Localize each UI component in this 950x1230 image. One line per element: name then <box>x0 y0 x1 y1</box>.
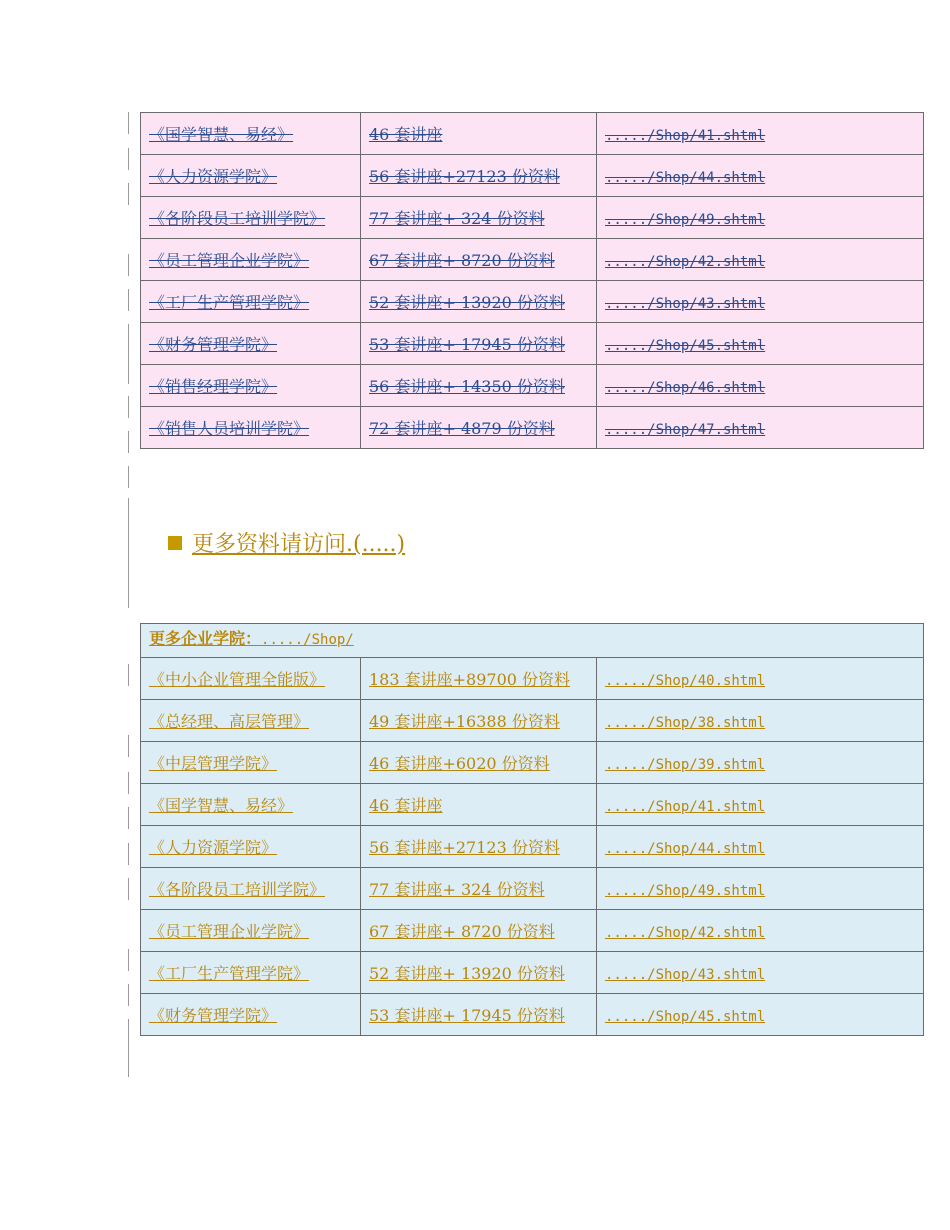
table-row <box>141 281 924 323</box>
margin-mark <box>128 498 129 608</box>
shop-url-cell <box>597 994 924 1036</box>
resource-count-link[interactable]: 77 套讲座+ 324 份资料 <box>369 880 545 899</box>
academy-name-link[interactable]: 《财务管理学院》 <box>149 1006 278 1025</box>
margin-mark <box>128 254 129 276</box>
shop-url-link[interactable]: ...../Shop/49.shtml <box>605 883 766 899</box>
resource-count-cell <box>361 155 597 197</box>
resource-count-cell <box>361 868 597 910</box>
resource-count-cell <box>361 952 597 994</box>
academy-name-cell <box>141 155 361 197</box>
academy-name-cell <box>141 281 361 323</box>
margin-mark <box>128 735 129 757</box>
academy-name-link[interactable]: 《财务管理学院》 <box>149 335 278 354</box>
shop-url-cell <box>597 407 924 449</box>
table-row <box>141 239 924 281</box>
more-academies-link[interactable]: ...../Shop/ <box>261 632 354 648</box>
academy-name-cell <box>141 910 361 952</box>
resource-count-link[interactable]: 183 套讲座+89700 份资料 <box>369 670 571 689</box>
resource-count-cell <box>361 323 597 365</box>
shop-url-link[interactable]: ...../Shop/41.shtml <box>605 128 766 144</box>
table-header-row <box>141 624 924 658</box>
shop-url-cell <box>597 658 924 700</box>
more-resources-link[interactable]: 更多资料请访问.(.....) <box>192 532 406 557</box>
academy-name-cell <box>141 197 361 239</box>
academy-name-cell <box>141 239 361 281</box>
academy-name-cell <box>141 365 361 407</box>
margin-mark <box>128 324 129 384</box>
resource-count-link[interactable]: 56 套讲座+ 14350 份资料 <box>369 377 565 396</box>
resource-count-cell <box>361 742 597 784</box>
resource-count-cell <box>361 826 597 868</box>
academy-name-cell <box>141 658 361 700</box>
shop-url-link[interactable]: ...../Shop/42.shtml <box>605 254 766 270</box>
shop-url-cell <box>597 197 924 239</box>
resource-count-link[interactable]: 56 套讲座+27123 份资料 <box>369 838 560 857</box>
table-row <box>141 742 924 784</box>
table-row <box>141 910 924 952</box>
shop-url-cell <box>597 365 924 407</box>
more-academies-label: 更多企业学院： <box>149 629 262 648</box>
shop-url-link[interactable]: ...../Shop/41.shtml <box>605 799 766 815</box>
table-row <box>141 113 924 155</box>
academy-name-cell <box>141 742 361 784</box>
shop-url-link[interactable]: ...../Shop/43.shtml <box>605 296 766 312</box>
square-icon <box>168 536 182 550</box>
shop-url-link[interactable]: ...../Shop/44.shtml <box>605 170 766 186</box>
resource-count-cell <box>361 113 597 155</box>
resource-count-link[interactable]: 49 套讲座+16388 份资料 <box>369 712 560 731</box>
resource-count-link[interactable]: 46 套讲座+6020 份资料 <box>369 754 550 773</box>
table-row <box>141 658 924 700</box>
academy-name-cell <box>141 323 361 365</box>
academy-name-link[interactable]: 《总经理、高层管理》 <box>149 712 310 731</box>
shop-url-cell <box>597 155 924 197</box>
resource-count-cell <box>361 910 597 952</box>
margin-mark <box>128 396 129 418</box>
resource-count-link[interactable]: 52 套讲座+ 13920 份资料 <box>369 964 565 983</box>
academy-table-top <box>140 112 924 449</box>
margin-mark <box>128 984 129 1006</box>
resource-count-link[interactable]: 46 套讲座 <box>369 796 443 815</box>
academy-name-cell <box>141 700 361 742</box>
resource-count-cell <box>361 239 597 281</box>
resource-count-link[interactable]: 53 套讲座+ 17945 份资料 <box>369 335 565 354</box>
academy-name-link[interactable]: 《国学智慧、易经》 <box>149 796 294 815</box>
academy-name-cell <box>141 407 361 449</box>
shop-url-cell <box>597 700 924 742</box>
academy-name-cell <box>141 868 361 910</box>
shop-url-cell <box>597 826 924 868</box>
academy-name-link[interactable]: 《人力资源学院》 <box>149 838 278 857</box>
shop-url-cell <box>597 323 924 365</box>
resource-count-cell <box>361 365 597 407</box>
table-row <box>141 323 924 365</box>
resource-count-cell <box>361 281 597 323</box>
margin-mark <box>128 183 129 205</box>
margin-mark <box>128 664 129 686</box>
margin-mark <box>128 772 129 794</box>
shop-url-link[interactable]: ...../Shop/43.shtml <box>605 967 766 983</box>
academy-name-link[interactable]: 《中层管理学院》 <box>149 754 278 773</box>
academy-table-bottom <box>140 623 924 1036</box>
resource-count-cell <box>361 407 597 449</box>
academy-name-cell <box>141 826 361 868</box>
academy-name-link[interactable]: 《中小企业管理全能版》 <box>149 670 326 689</box>
resource-count-cell <box>361 658 597 700</box>
more-academies-header <box>141 624 924 658</box>
resource-count-link[interactable]: 46 套讲座 <box>369 125 443 144</box>
shop-url-cell <box>597 910 924 952</box>
academy-name-link[interactable]: 《工厂生产管理学院》 <box>149 964 310 983</box>
academy-rows-bottom <box>141 624 924 1036</box>
table-row <box>141 407 924 449</box>
shop-url-link[interactable]: ...../Shop/46.shtml <box>605 380 766 396</box>
resource-count-link[interactable]: 52 套讲座+ 13920 份资料 <box>369 293 565 312</box>
resource-count-link[interactable]: 72 套讲座+ 4879 份资料 <box>369 419 555 438</box>
shop-url-link[interactable]: ...../Shop/49.shtml <box>605 212 766 228</box>
margin-mark <box>128 807 129 829</box>
academy-rows-top <box>141 113 924 449</box>
resource-count-link[interactable]: 67 套讲座+ 8720 份资料 <box>369 251 555 270</box>
table-row <box>141 700 924 742</box>
shop-url-cell <box>597 952 924 994</box>
academy-name-cell <box>141 113 361 155</box>
shop-url-link[interactable]: ...../Shop/45.shtml <box>605 338 766 354</box>
margin-mark <box>128 431 129 453</box>
academy-name-link[interactable]: 《国学智慧、易经》 <box>149 125 294 144</box>
shop-url-link[interactable]: ...../Shop/47.shtml <box>605 422 766 438</box>
margin-mark <box>128 466 129 488</box>
shop-url-link[interactable]: ...../Shop/40.shtml <box>605 673 766 689</box>
margin-mark <box>128 112 129 134</box>
resource-count-cell <box>361 994 597 1036</box>
shop-url-cell <box>597 239 924 281</box>
resource-count-link[interactable]: 67 套讲座+ 8720 份资料 <box>369 922 555 941</box>
shop-url-link[interactable]: ...../Shop/38.shtml <box>605 715 766 731</box>
academy-name-link[interactable]: 《员工管理企业学院》 <box>149 251 310 270</box>
shop-url-link[interactable]: ...../Shop/44.shtml <box>605 841 766 857</box>
resource-count-cell <box>361 197 597 239</box>
shop-url-cell <box>597 113 924 155</box>
academy-name-cell <box>141 784 361 826</box>
academy-name-link[interactable]: 《各阶段员工培训学院》 <box>149 880 326 899</box>
shop-url-link[interactable]: ...../Shop/39.shtml <box>605 757 766 773</box>
table-row <box>141 994 924 1036</box>
shop-url-cell <box>597 742 924 784</box>
academy-name-link[interactable]: 《销售经理学院》 <box>149 377 278 396</box>
resource-count-link[interactable]: 53 套讲座+ 17945 份资料 <box>369 1006 565 1025</box>
table-row <box>141 826 924 868</box>
academy-name-link[interactable]: 《人力资源学院》 <box>149 167 278 186</box>
shop-url-cell <box>597 868 924 910</box>
table-row <box>141 952 924 994</box>
academy-name-link[interactable]: 《工厂生产管理学院》 <box>149 293 310 312</box>
margin-mark <box>128 949 129 971</box>
margin-mark <box>128 289 129 311</box>
resource-count-link[interactable]: 56 套讲座+27123 份资料 <box>369 167 560 186</box>
table-row <box>141 868 924 910</box>
resource-count-cell <box>361 700 597 742</box>
margin-mark <box>128 878 129 900</box>
margin-mark <box>128 1019 129 1077</box>
resource-count-link[interactable]: 77 套讲座+ 324 份资料 <box>369 209 545 228</box>
more-resources-line <box>168 527 405 558</box>
table-row <box>141 365 924 407</box>
table-row <box>141 197 924 239</box>
academy-name-link[interactable]: 《员工管理企业学院》 <box>149 922 310 941</box>
shop-url-link[interactable]: ...../Shop/45.shtml <box>605 1009 766 1025</box>
shop-url-cell <box>597 281 924 323</box>
shop-url-link[interactable]: ...../Shop/42.shtml <box>605 925 766 941</box>
academy-name-link[interactable]: 《销售人员培训学院》 <box>149 419 310 438</box>
academy-name-link[interactable]: 《各阶段员工培训学院》 <box>149 209 326 228</box>
margin-mark <box>128 843 129 865</box>
academy-name-cell <box>141 952 361 994</box>
margin-mark <box>128 148 129 170</box>
academy-name-cell <box>141 994 361 1036</box>
shop-url-cell <box>597 784 924 826</box>
resource-count-cell <box>361 784 597 826</box>
table-row <box>141 155 924 197</box>
table-row <box>141 784 924 826</box>
